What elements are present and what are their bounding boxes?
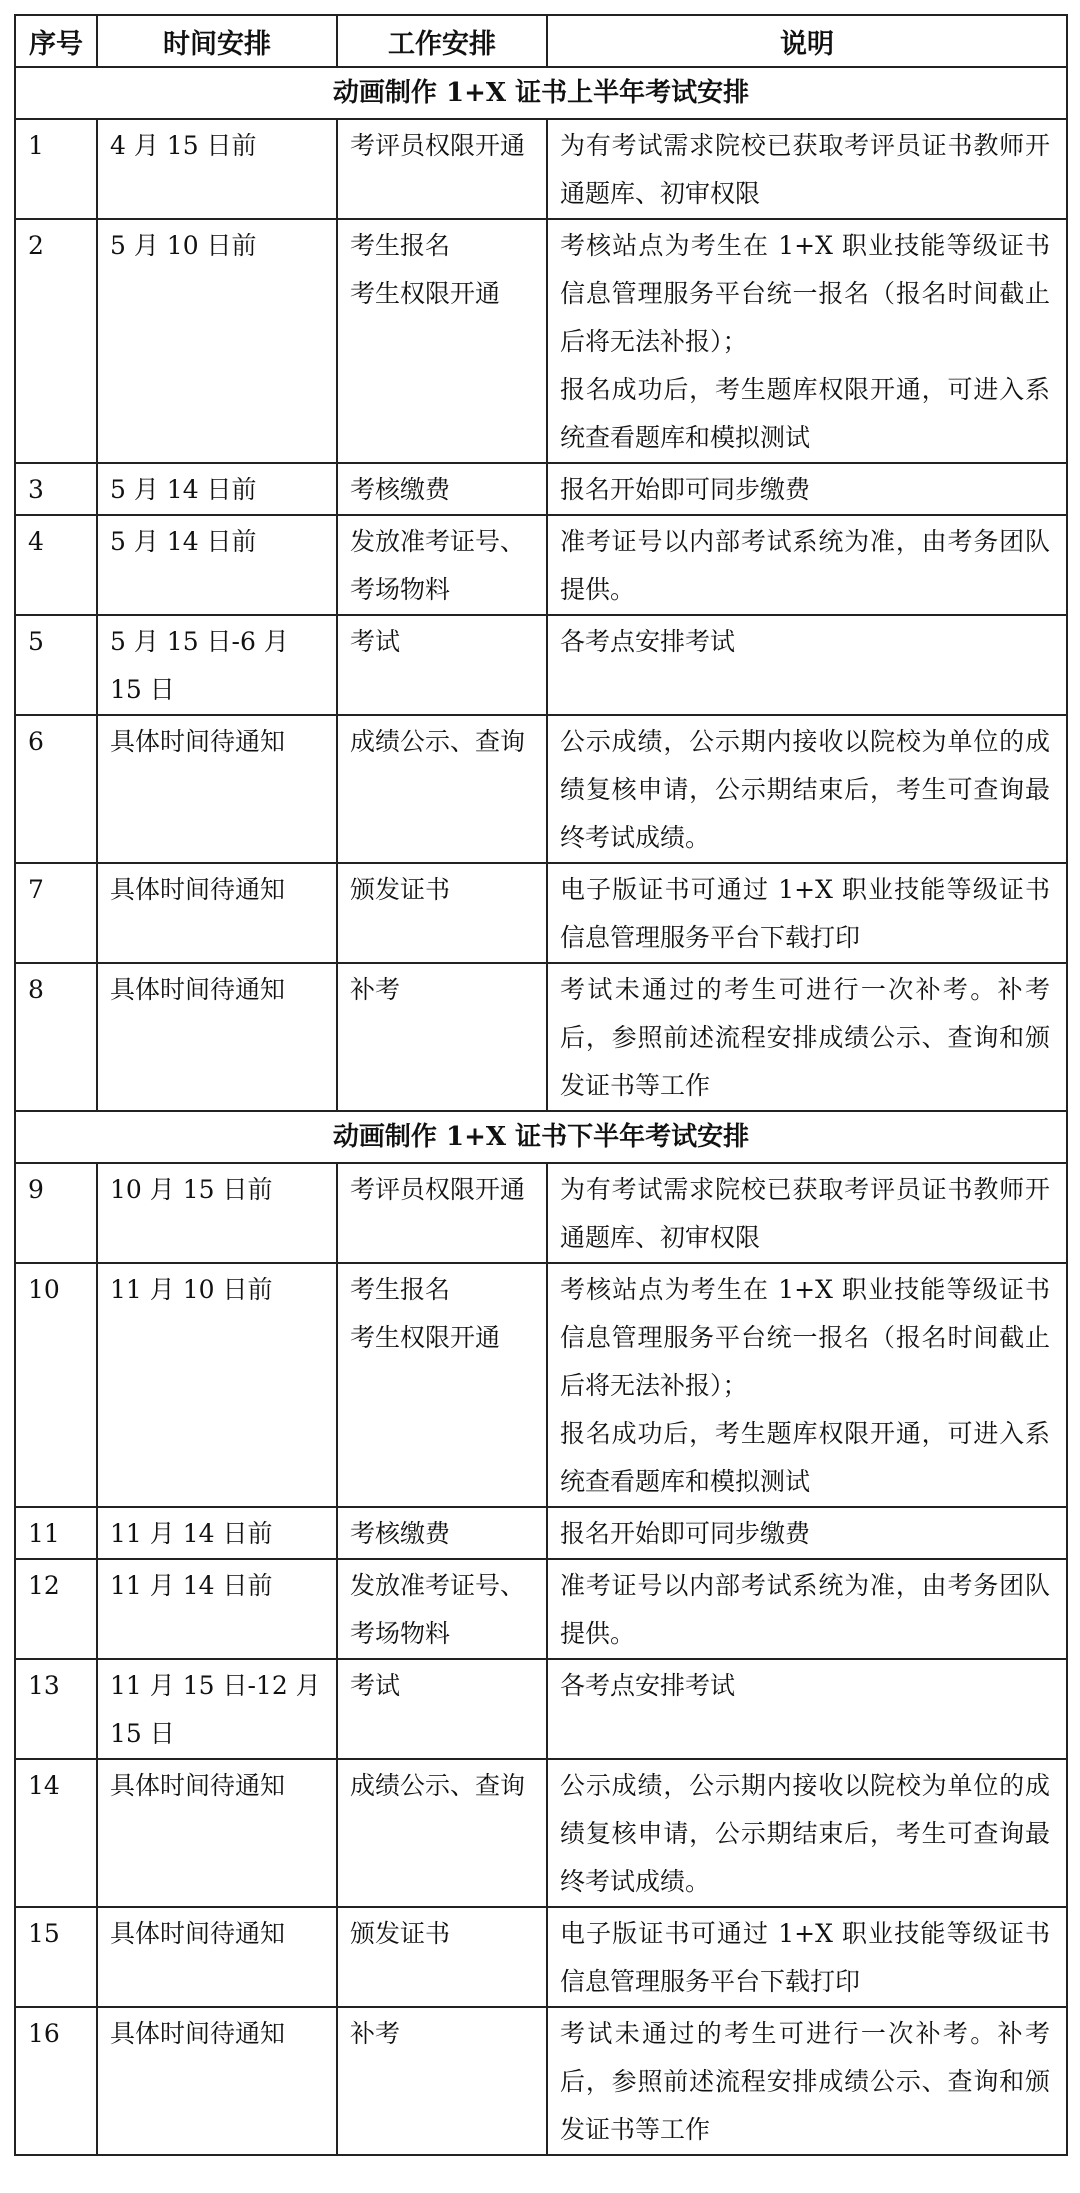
row-number: 7 <box>15 863 97 963</box>
row-description: 考试未通过的考生可进行一次补考。补考后，参照前述流程安排成绩公示、查询和颁发证书等工作 <box>547 963 1067 1111</box>
row-work: 颁发证书 <box>337 863 547 963</box>
row-description: 报名开始即可同步缴费 <box>547 1507 1067 1559</box>
row-number: 4 <box>15 515 97 615</box>
row-time: 11 月 14 日前 <box>97 1507 337 1559</box>
row-work: 考评员权限开通 <box>337 119 547 219</box>
row-work: 考核缴费 <box>337 463 547 515</box>
row-time: 5 月 14 日前 <box>97 463 337 515</box>
row-work: 发放准考证号、考场物料 <box>337 1559 547 1659</box>
row-number: 11 <box>15 1507 97 1559</box>
row-work: 考评员权限开通 <box>337 1163 547 1263</box>
row-time: 11 月 14 日前 <box>97 1559 337 1659</box>
row-time: 5 月 15 日-6 月 15 日 <box>97 615 337 715</box>
row-description: 电子版证书可通过 1+X 职业技能等级证书信息管理服务平台下载打印 <box>547 863 1067 963</box>
row-work: 考生报名 考生权限开通 <box>337 219 547 463</box>
table-row <box>15 515 1067 615</box>
table-row <box>15 219 1067 463</box>
table-row <box>15 1263 1067 1507</box>
row-time: 4 月 15 日前 <box>97 119 337 219</box>
row-description: 准考证号以内部考试系统为准，由考务团队提供。 <box>547 515 1067 615</box>
section-row <box>15 1111 1067 1163</box>
table-row <box>15 615 1067 715</box>
row-description: 公示成绩，公示期内接收以院校为单位的成绩复核申请，公示期结束后，考生可查询最终考试成绩。 <box>547 1759 1067 1907</box>
row-time: 11 月 10 日前 <box>97 1263 337 1507</box>
row-description: 为有考试需求院校已获取考评员证书教师开通题库、初审权限 <box>547 1163 1067 1263</box>
table-row <box>15 963 1067 1111</box>
row-description: 各考点安排考试 <box>547 1659 1067 1759</box>
row-number: 3 <box>15 463 97 515</box>
row-number: 9 <box>15 1163 97 1263</box>
header-desc: 说明 <box>547 15 1067 67</box>
row-number: 6 <box>15 715 97 863</box>
header-time: 时间安排 <box>97 15 337 67</box>
row-description: 电子版证书可通过 1+X 职业技能等级证书信息管理服务平台下载打印 <box>547 1907 1067 2007</box>
row-work: 成绩公示、查询 <box>337 1759 547 1907</box>
row-time: 5 月 10 日前 <box>97 219 337 463</box>
table-row <box>15 119 1067 219</box>
row-work: 成绩公示、查询 <box>337 715 547 863</box>
row-time: 具体时间待通知 <box>97 2007 337 2155</box>
table-row <box>15 1163 1067 1263</box>
row-description: 各考点安排考试 <box>547 615 1067 715</box>
row-work: 考试 <box>337 615 547 715</box>
row-work: 补考 <box>337 2007 547 2155</box>
row-work: 考试 <box>337 1659 547 1759</box>
row-description: 公示成绩，公示期内接收以院校为单位的成绩复核申请，公示期结束后，考生可查询最终考试成绩。 <box>547 715 1067 863</box>
row-work: 考生报名 考生权限开通 <box>337 1263 547 1507</box>
row-description: 为有考试需求院校已获取考评员证书教师开通题库、初审权限 <box>547 119 1067 219</box>
table-row <box>15 1759 1067 1907</box>
row-number: 5 <box>15 615 97 715</box>
row-time: 具体时间待通知 <box>97 1759 337 1907</box>
row-number: 16 <box>15 2007 97 2155</box>
exam-schedule-table <box>14 14 1068 2156</box>
table-row <box>15 1659 1067 1759</box>
row-work: 补考 <box>337 963 547 1111</box>
row-number: 1 <box>15 119 97 219</box>
row-number: 8 <box>15 963 97 1111</box>
row-time: 具体时间待通知 <box>97 863 337 963</box>
row-time: 10 月 15 日前 <box>97 1163 337 1263</box>
table-row <box>15 863 1067 963</box>
table-header-row <box>15 15 1067 67</box>
table-row <box>15 463 1067 515</box>
row-description: 准考证号以内部考试系统为准，由考务团队提供。 <box>547 1559 1067 1659</box>
table-row <box>15 2007 1067 2155</box>
row-description: 考核站点为考生在 1+X 职业技能等级证书信息管理服务平台统一报名（报名时间截止后将无法补报）； 报名成功后，考生题库权限开通，可进入系统查看题库和模拟测试 <box>547 219 1067 463</box>
section-title: 动画制作 1+X 证书上半年考试安排 <box>15 67 1067 119</box>
row-number: 10 <box>15 1263 97 1507</box>
row-time: 具体时间待通知 <box>97 715 337 863</box>
header-work: 工作安排 <box>337 15 547 67</box>
row-work: 颁发证书 <box>337 1907 547 2007</box>
row-time: 11 月 15 日-12 月 15 日 <box>97 1659 337 1759</box>
row-description: 考核站点为考生在 1+X 职业技能等级证书信息管理服务平台统一报名（报名时间截止后将无法补报）； 报名成功后，考生题库权限开通，可进入系统查看题库和模拟测试 <box>547 1263 1067 1507</box>
header-no: 序号 <box>15 15 97 67</box>
row-time: 具体时间待通知 <box>97 963 337 1111</box>
section-row <box>15 67 1067 119</box>
row-number: 2 <box>15 219 97 463</box>
row-time: 5 月 14 日前 <box>97 515 337 615</box>
row-work: 发放准考证号、考场物料 <box>337 515 547 615</box>
row-work: 考核缴费 <box>337 1507 547 1559</box>
row-number: 14 <box>15 1759 97 1907</box>
table-row <box>15 715 1067 863</box>
row-number: 12 <box>15 1559 97 1659</box>
document-page <box>14 14 1066 2156</box>
table-row <box>15 1559 1067 1659</box>
row-description: 考试未通过的考生可进行一次补考。补考后，参照前述流程安排成绩公示、查询和颁发证书等工作 <box>547 2007 1067 2155</box>
section-title: 动画制作 1+X 证书下半年考试安排 <box>15 1111 1067 1163</box>
row-number: 13 <box>15 1659 97 1759</box>
row-number: 15 <box>15 1907 97 2007</box>
row-time: 具体时间待通知 <box>97 1907 337 2007</box>
table-row <box>15 1507 1067 1559</box>
table-row <box>15 1907 1067 2007</box>
row-description: 报名开始即可同步缴费 <box>547 463 1067 515</box>
table-body <box>15 67 1067 2155</box>
